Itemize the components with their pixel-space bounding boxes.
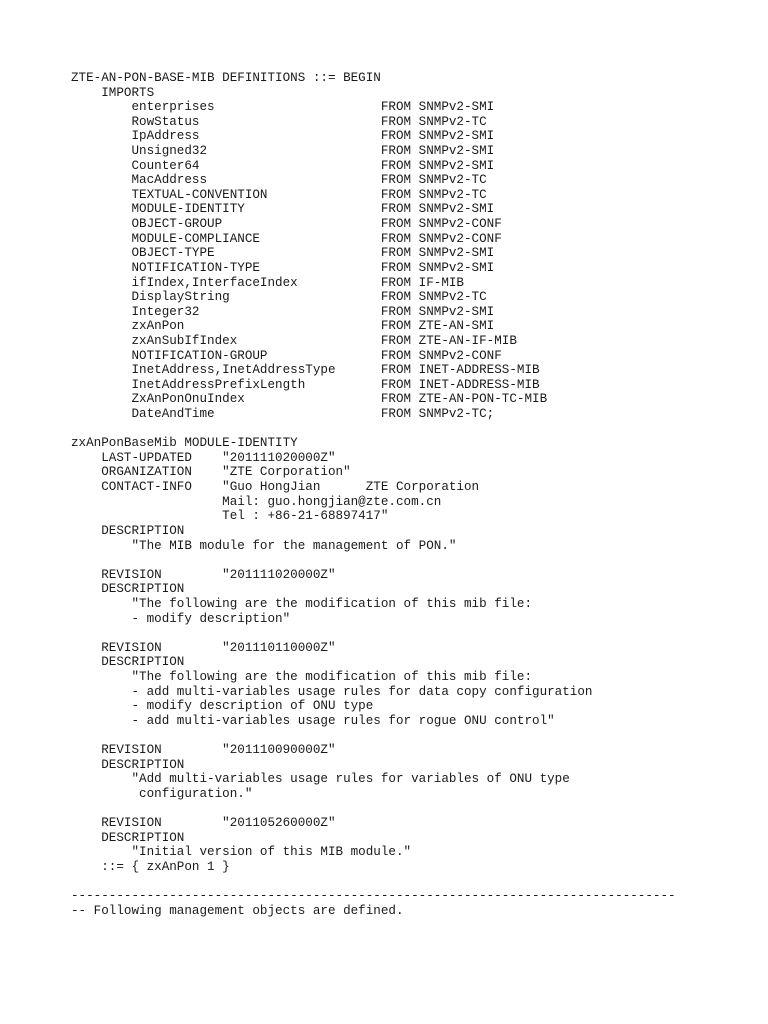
document-line: IpAddress FROM SNMPv2-SMI [71, 129, 495, 144]
document-line: MODULE-IDENTITY FROM SNMPv2-SMI [71, 202, 495, 217]
document-line: -- Following management objects are defined. [71, 903, 404, 918]
document-line: "The following are the modification of this mib file: [71, 669, 533, 684]
document-line: zxAnSubIfIndex FROM ZTE-AN-IF-MIB [71, 333, 517, 348]
document-line [71, 875, 676, 890]
document-line: -------------------------------------------------------------------------------- [71, 889, 676, 904]
document-line: InetAddress,InetAddressType FROM INET-ADDRESS-MIB [71, 363, 540, 378]
document-line: Counter64 FROM SNMPv2-SMI [71, 158, 495, 173]
document-line: REVISION "201110090000Z" [71, 743, 336, 758]
document-line: Tel : +86-21-68897417" [71, 509, 389, 524]
document-line: InetAddressPrefixLength FROM INET-ADDRESS-MIB [71, 377, 540, 392]
document-line: DESCRIPTION [71, 582, 185, 597]
document-line: "The following are the modification of this mib file: [71, 596, 533, 611]
document-line: CONTACT-INFO "Guo HongJian ZTE Corporation [71, 480, 480, 495]
document-line: ORGANIZATION "ZTE Corporation" [71, 465, 351, 480]
document-line: RowStatus FROM SNMPv2-TC [71, 114, 487, 129]
document-line: IMPORTS [71, 85, 155, 100]
document-line: - add multi-variables usage rules for rogue ONU control" [71, 713, 555, 728]
document-line: DESCRIPTION [71, 830, 185, 845]
document-line: ZxAnPonOnuIndex FROM ZTE-AN-PON-TC-MIB [71, 392, 548, 407]
document-line [71, 626, 676, 641]
document-line: LAST-UPDATED "201111020000Z" [71, 450, 336, 465]
document-line: enterprises FROM SNMPv2-SMI [71, 100, 495, 115]
document-line: REVISION "201111020000Z" [71, 567, 336, 582]
document-line: "The MIB module for the management of PON." [71, 538, 457, 553]
document-line: - modify description" [71, 611, 291, 626]
document-line: "Initial version of this MIB module." [71, 845, 412, 860]
document-line: Integer32 FROM SNMPv2-SMI [71, 304, 495, 319]
document-line: DESCRIPTION [71, 523, 185, 538]
document-line [71, 553, 676, 568]
document-line: DESCRIPTION [71, 655, 185, 670]
document-line: OBJECT-GROUP FROM SNMPv2-CONF [71, 217, 502, 232]
document-line: OBJECT-TYPE FROM SNMPv2-SMI [71, 246, 495, 261]
document-line: - add multi-variables usage rules for data copy configuration [71, 684, 593, 699]
document-line: Mail: guo.hongjian@zte.com.cn [71, 494, 442, 509]
document-line: ZTE-AN-PON-BASE-MIB DEFINITIONS ::= BEGIN [71, 71, 381, 85]
document-line: DateAndTime FROM SNMPv2-TC; [71, 407, 495, 422]
document-line: DisplayString FROM SNMPv2-TC [71, 290, 487, 305]
document-line [71, 728, 676, 743]
document-line: Unsigned32 FROM SNMPv2-SMI [71, 144, 495, 159]
document-line: NOTIFICATION-GROUP FROM SNMPv2-CONF [71, 348, 502, 363]
document-line: zxAnPon FROM ZTE-AN-SMI [71, 319, 495, 334]
document-line: DESCRIPTION [71, 757, 185, 772]
document-line: - modify description of ONU type [71, 699, 374, 714]
document-line: zxAnPonBaseMib MODULE-IDENTITY [71, 436, 298, 451]
document-line: TEXTUAL-CONVENTION FROM SNMPv2-TC [71, 187, 487, 202]
document-line: REVISION "201105260000Z" [71, 816, 336, 831]
document-line [71, 801, 676, 816]
document-line: ::= { zxAnPon 1 } [71, 859, 230, 874]
document-line: ifIndex,InterfaceIndex FROM IF-MIB [71, 275, 464, 290]
document-line: configuration." [71, 786, 253, 801]
document-line: MacAddress FROM SNMPv2-TC [71, 173, 487, 188]
document-line: "Add multi-variables usage rules for variables of ONU type [71, 772, 570, 787]
mib-document [71, 71, 676, 918]
document-line [71, 422, 676, 437]
document-line: REVISION "201110110000Z" [71, 640, 336, 655]
document-line: NOTIFICATION-TYPE FROM SNMPv2-SMI [71, 260, 495, 275]
document-line: MODULE-COMPLIANCE FROM SNMPv2-CONF [71, 231, 502, 246]
